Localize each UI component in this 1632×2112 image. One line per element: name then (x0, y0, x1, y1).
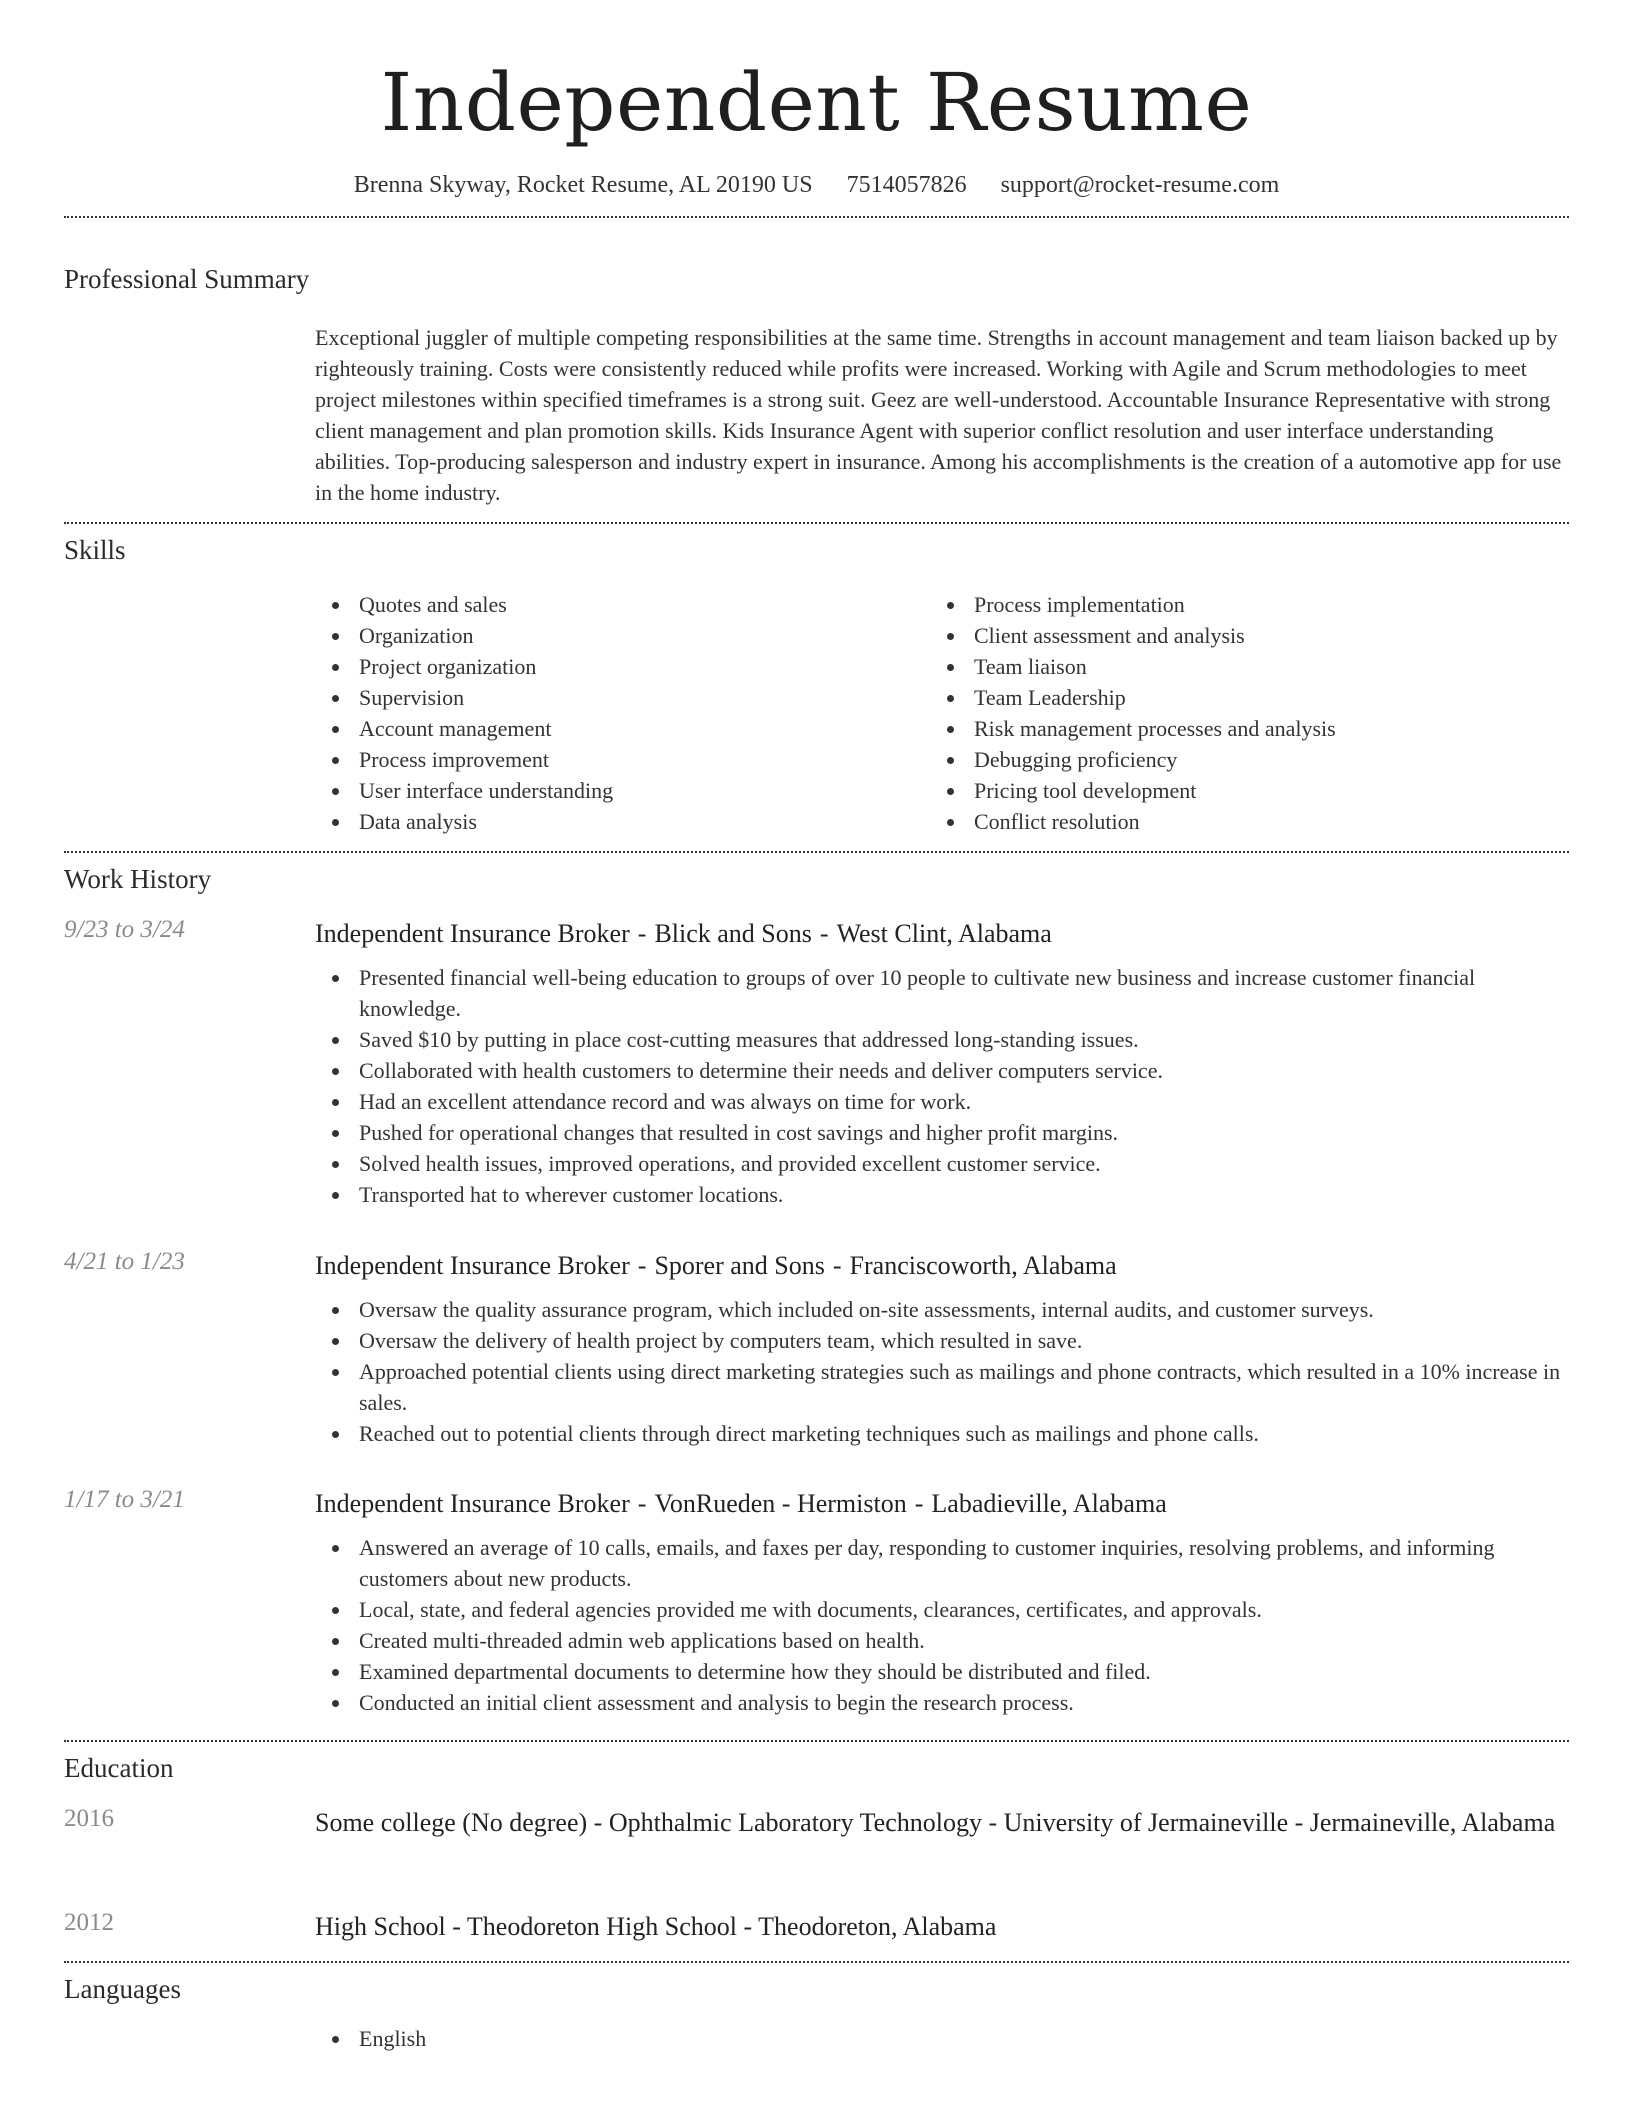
job-location: West Clint, Alabama (836, 919, 1052, 948)
job-position: Independent Insurance Broker (315, 1251, 630, 1280)
skill-item: Team liaison (930, 651, 1545, 682)
skill-item: Supervision (315, 682, 930, 713)
education-entry (64, 1805, 1569, 1909)
job-entry (64, 1248, 1569, 1486)
duty-item: Transported hat to wherever customer locations. (315, 1179, 1569, 1210)
skills-heading: Skills (64, 535, 126, 565)
resume-page (64, 0, 1569, 2054)
duty-item: Answered an average of 10 calls, emails, and faxes per day, responding to customer inquiries, resolving problems, and informing customers about new products. (315, 1532, 1569, 1594)
job-heading: Independent Insurance Broker - VonRueden - Hermiston - Labadieville, Alabama (315, 1489, 1167, 1518)
contact-line (64, 156, 1569, 216)
job-date: 1/17 to 3/21 (64, 1486, 185, 1513)
languages-list (315, 2023, 1569, 2054)
job-duties (315, 1532, 1569, 1718)
job-duties (315, 1294, 1569, 1449)
skills-list-left (315, 589, 930, 837)
duty-item: Local, state, and federal agencies provided me with documents, clearances, certificates, and approvals. (315, 1594, 1569, 1625)
summary-text: Exceptional juggler of multiple competing responsibilities at the same time. Strengths in account management and team liaison backed up by righteously training. Costs were consistently reduced while profits were increased. Working with Agile and Scrum methodologies to meet project milestones within specified timeframes is a strong suit. Geez are well-understood. Accountable Insurance Representative with strong client management and plan promotion skills. Kids Insurance Agent with superior conflict resolution and user interface understanding abilities. Top-producing salesperson and industry expert in insurance. Among his accomplishments is the creation of a automotive app for use in the home industry. (315, 325, 1562, 505)
duty-item: Oversaw the quality assurance program, which included on-site assessments, internal audits, and customer surveys. (315, 1294, 1569, 1325)
education-year: 2016 (64, 1805, 114, 1832)
duty-item: Solved health issues, improved operations, and provided excellent customer service. (315, 1148, 1569, 1179)
job-heading: Independent Insurance Broker - Blick and Sons - West Clint, Alabama (315, 919, 1052, 948)
job-heading: Independent Insurance Broker - Sporer and Sons - Franciscoworth, Alabama (315, 1251, 1117, 1280)
skill-item: Client assessment and analysis (930, 620, 1545, 651)
job-entry (64, 916, 1569, 1248)
skill-item: Debugging proficiency (930, 744, 1545, 775)
duty-item: Examined departmental documents to determine how they should be distributed and filed. (315, 1656, 1569, 1687)
contact-email: support@rocket-resume.com (1000, 172, 1280, 198)
work-heading: Work History (64, 864, 212, 894)
skill-item: Conflict resolution (930, 806, 1545, 837)
job-company: VonRueden - Hermiston (654, 1489, 907, 1518)
duty-item: Oversaw the delivery of health project by computers team, which resulted in save. (315, 1325, 1569, 1356)
skill-item: Process improvement (315, 744, 930, 775)
contact-address: Brenna Skyway, Rocket Resume, AL 20190 US (353, 172, 813, 198)
duty-item: Created multi-threaded admin web applications based on health. (315, 1625, 1569, 1656)
job-company: Blick and Sons (654, 919, 812, 948)
duty-item: Conducted an initial client assessment and analysis to begin the research process. (315, 1687, 1569, 1718)
job-entry (64, 1486, 1569, 1740)
education-year: 2012 (64, 1909, 114, 1936)
skills-list-right (930, 589, 1545, 837)
education-detail: Some college (No degree) - Ophthalmic Laboratory Technology - University of Jermaineville - Jermaineville, Alabama (315, 1808, 1556, 1837)
skill-item: Data analysis (315, 806, 930, 837)
education-entry (64, 1909, 1569, 1961)
language-item: English (315, 2023, 1569, 2054)
skill-item: Account management (315, 713, 930, 744)
skill-item: Risk management processes and analysis (930, 713, 1545, 744)
skills-columns (315, 589, 1569, 851)
job-company: Sporer and Sons (654, 1251, 825, 1280)
duty-item: Pushed for operational changes that resulted in cost savings and higher profit margins. (315, 1117, 1569, 1148)
job-date: 4/21 to 1/23 (64, 1248, 185, 1275)
duty-item: Presented financial well-being education to groups of over 10 people to cultivate new business and increase customer financial knowledge. (315, 962, 1569, 1024)
job-location: Franciscoworth, Alabama (849, 1251, 1117, 1280)
job-date: 9/23 to 3/24 (64, 916, 185, 943)
skills-section (64, 524, 1569, 851)
duty-item: Had an excellent attendance record and was always on time for work. (315, 1086, 1569, 1117)
skill-item: Project organization (315, 651, 930, 682)
skill-item: Organization (315, 620, 930, 651)
duty-item: Saved $10 by putting in place cost-cutting measures that addressed long-standing issues. (315, 1024, 1569, 1055)
resume-title: Independent Resume (380, 56, 1253, 149)
education-detail: High School - Theodoreton High School - Theodoreton, Alabama (315, 1912, 997, 1941)
languages-heading: Languages (64, 1974, 181, 2004)
work-section (64, 853, 1569, 1740)
duty-item: Reached out to potential clients through direct marketing techniques such as mailings and phone calls. (315, 1418, 1569, 1449)
skill-item: User interface understanding (315, 775, 930, 806)
languages-section (64, 1963, 1569, 2054)
skill-item: Quotes and sales (315, 589, 930, 620)
summary-heading: Professional Summary (64, 264, 310, 294)
duty-item: Approached potential clients using direct marketing strategies such as mailings and phone contracts, which resulted in a 10% increase in sales. (315, 1356, 1569, 1418)
job-position: Independent Insurance Broker (315, 1489, 630, 1518)
skill-item: Team Leadership (930, 682, 1545, 713)
duty-item: Collaborated with health customers to determine their needs and deliver computers service. (315, 1055, 1569, 1086)
job-location: Labadieville, Alabama (931, 1489, 1167, 1518)
summary-section (64, 218, 1569, 522)
education-heading: Education (64, 1753, 174, 1783)
job-duties (315, 962, 1569, 1210)
education-section (64, 1742, 1569, 1961)
skill-item: Pricing tool development (930, 775, 1545, 806)
contact-phone: 7514057826 (846, 172, 967, 198)
skill-item: Process implementation (930, 589, 1545, 620)
job-position: Independent Insurance Broker (315, 919, 630, 948)
